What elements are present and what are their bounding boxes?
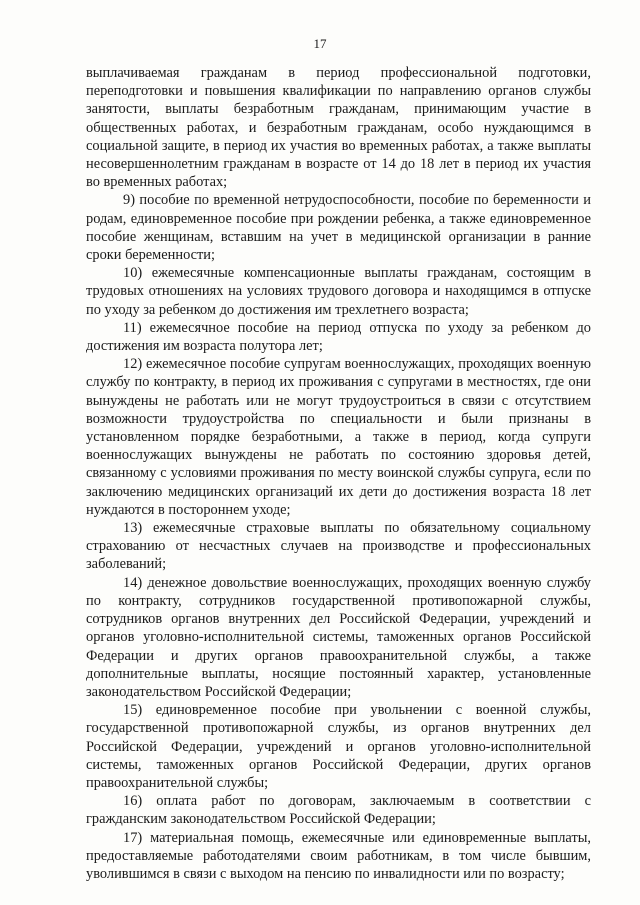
paragraph-item-9: 9) пособие по временной нетрудоспособности, пособие по беременности и родам, единовременное пособие при рождении ребенка, а также единовременное пособие женщинам, вставшим на учет в медицинской организации в ранние сроки беременности; <box>86 192 591 264</box>
paragraph-item-12: 12) ежемесячное пособие супругам военнослужащих, проходящих военную службу по контракту, в период их проживания с супругами в местностях, где они вынуждены не работать или не могут трудоустроиться в связи с отсутствием возможности трудоустройства по специальности и были признаны в установленном порядке безработными, а также в период, когда супруги военнослужащих вынуждены не работать по состоянию здоровья детей, связанному с условиями проживания по месту воинской службы супруга, если по заключению медицинских организаций их дети до достижения возраста 18 лет нуждаются в постороннем уходе; <box>86 356 591 518</box>
document-body <box>86 64 591 883</box>
paragraph-item-14: 14) денежное довольствие военнослужащих, проходящих военную службу по контракту, сотрудников государственной противопожарной службы, сотрудников органов внутренних дел Российской Федерации, учреждений и органов уголовно-исполнительной системы, таможенных органов Российской Федерации и других органов правоохранительной службы, а также дополнительные выплаты, носящие постоянный характер, установленные законодательством Российской Федерации; <box>86 574 591 700</box>
paragraph-item-11: 11) ежемесячное пособие на период отпуска по уходу за ребенком до достижения им возраста полутора лет; <box>86 319 591 355</box>
paragraph-item-17: 17) материальная помощь, ежемесячные или единовременные выплаты, предоставляемые работодателями своим работникам, в том числе бывшим, уволившимся в связи с выходом на пенсию по инвалидности или по возрасту; <box>86 829 591 882</box>
paragraph-continued: выплачиваемая гражданам в период профессиональной подготовки, переподготовки и повышения квалификации по направлению органов службы занятости, выплаты безработным гражданам, принимающим участие в общественных работах, и безработным гражданам, особо нуждающимся в социальной защите, в период их участия во временных работах, а также выплаты несовершеннолетним гражданам в возрасте от 14 до 18 лет в период их участия во временных работах; <box>86 65 591 191</box>
paragraph-item-13: 13) ежемесячные страховые выплаты по обязательному социальному страхованию от несчастных случаев на производстве и профессиональных заболеваний; <box>86 520 591 573</box>
paragraph-item-15: 15) единовременное пособие при увольнении с военной службы, государственной противопожарной службы, из органов внутренних дел Российской Федерации, учреждений и органов уголовно-исполнительной системы, таможенных органов Российской Федерации, других органов правоохранительной службы; <box>86 702 591 791</box>
paragraph-item-16: 16) оплата работ по договорам, заключаемым в соответствии с гражданским законодательством Российской Федерации; <box>86 793 591 828</box>
paragraph-item-10: 10) ежемесячные компенсационные выплаты гражданам, состоящим в трудовых отношениях на условиях трудового договора и находящимся в отпуске по уходу за ребенком до достижения им трехлетнего возраста; <box>86 265 591 318</box>
page-number: 17 <box>313 36 327 51</box>
